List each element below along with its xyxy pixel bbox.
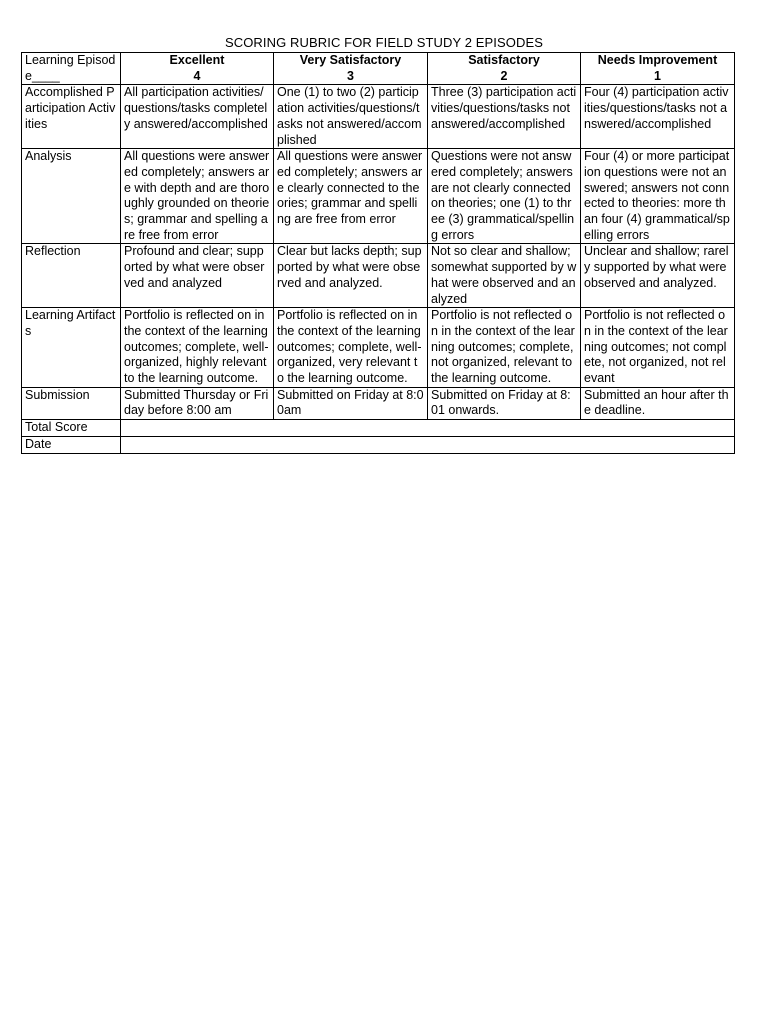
total-score-row <box>22 420 735 437</box>
criterion-learning-artifacts: Learning Artifacts <box>22 308 121 388</box>
rubric-cell: Three (3) participation activities/questions/tasks not answered/accomplished <box>428 85 581 149</box>
rubric-cell: Unclear and shallow; rarely supported by what were observed and analyzed. <box>581 244 735 308</box>
table-row <box>22 308 735 388</box>
level-excellent-header <box>121 53 274 85</box>
rubric-cell: Submitted Thursday or Friday before 8:00 am <box>121 387 274 419</box>
rubric-cell: Not so clear and shallow; somewhat supported by what were observed and analyzed <box>428 244 581 308</box>
rubric-cell: Submitted an hour after the deadline. <box>581 387 735 419</box>
rubric-title: SCORING RUBRIC FOR FIELD STUDY 2 EPISODES <box>224 35 544 50</box>
date-field[interactable] <box>121 436 735 453</box>
criterion-analysis: Analysis <box>22 149 121 244</box>
rubric-cell: Four (4) or more participation questions were not answered; answers not connected to theories: more than four (4) grammatical/spelling errors <box>581 149 735 244</box>
level-very-satisfactory-header <box>274 53 428 85</box>
rubric-cell: Questions were not answered completely; answers are not clearly connected on theories; one (1) to three (3) grammatical/spelling errors <box>428 149 581 244</box>
level-score: 1 <box>654 68 661 83</box>
level-score: 3 <box>347 68 354 83</box>
header-row <box>22 53 735 85</box>
rubric-cell: Profound and clear; supported by what were observed and analyzed <box>121 244 274 308</box>
level-score: 4 <box>193 68 201 83</box>
rubric-cell: One (1) to two (2) participation activities/questions/tasks not answered/accomplished <box>274 85 428 149</box>
rubric-cell: Clear but lacks depth; supported by what were observed and analyzed. <box>274 244 428 308</box>
total-score-label: Total Score <box>22 420 121 437</box>
level-name: Satisfactory <box>468 53 540 67</box>
table-row <box>22 244 735 308</box>
table-row <box>22 149 735 244</box>
rubric-cell: All questions were answered completely; answers are with depth and are thoroughly grounded on theories; grammar and spelling are free from error <box>121 149 274 244</box>
rubric-cell: Portfolio is reflected on in the context of the learning outcomes; complete, well-organized, very relevant to the learning outcome. <box>274 308 428 388</box>
rubric-cell: Submitted on Friday at 8:00am <box>274 387 428 419</box>
level-satisfactory-header <box>428 53 581 85</box>
rubric-cell: All questions were answered completely; answers are clearly connected to theories; grammar and spelling are free from error <box>274 149 428 244</box>
scoring-rubric-table <box>21 52 735 454</box>
level-score: 2 <box>500 68 508 83</box>
rubric-cell: Portfolio is not reflected on in the context of the learning outcomes; complete, not organized, relevant to the learning outcome. <box>428 308 581 388</box>
level-name: Very Satisfactory <box>299 53 402 67</box>
level-name: Excellent <box>169 53 225 67</box>
rubric-cell: Portfolio is not reflected on in the context of the learning outcomes; not complete, not organized, not relevant <box>581 308 735 388</box>
learning-episode-header: Learning Episode____ <box>22 53 121 85</box>
level-name: Needs Improvement <box>597 53 718 67</box>
rubric-cell: All participation activities/questions/tasks completely answered/accomplished <box>121 85 274 149</box>
rubric-cell: Submitted on Friday at 8:01 onwards. <box>428 387 581 419</box>
level-needs-improvement-header <box>581 53 735 85</box>
rubric-cell: Portfolio is reflected on in the context of the learning outcomes; complete, well-organized, highly relevant to the learning outcome. <box>121 308 274 388</box>
rubric-cell: Four (4) participation activities/questions/tasks not answered/accomplished <box>581 85 735 149</box>
criterion-participation: Accomplished Participation Activities <box>22 85 121 149</box>
table-row <box>22 387 735 419</box>
total-score-field[interactable] <box>121 420 735 437</box>
criterion-submission: Submission <box>22 387 121 419</box>
criterion-reflection: Reflection <box>22 244 121 308</box>
table-row <box>22 85 735 149</box>
date-row <box>22 436 735 453</box>
date-label: Date <box>22 436 121 453</box>
